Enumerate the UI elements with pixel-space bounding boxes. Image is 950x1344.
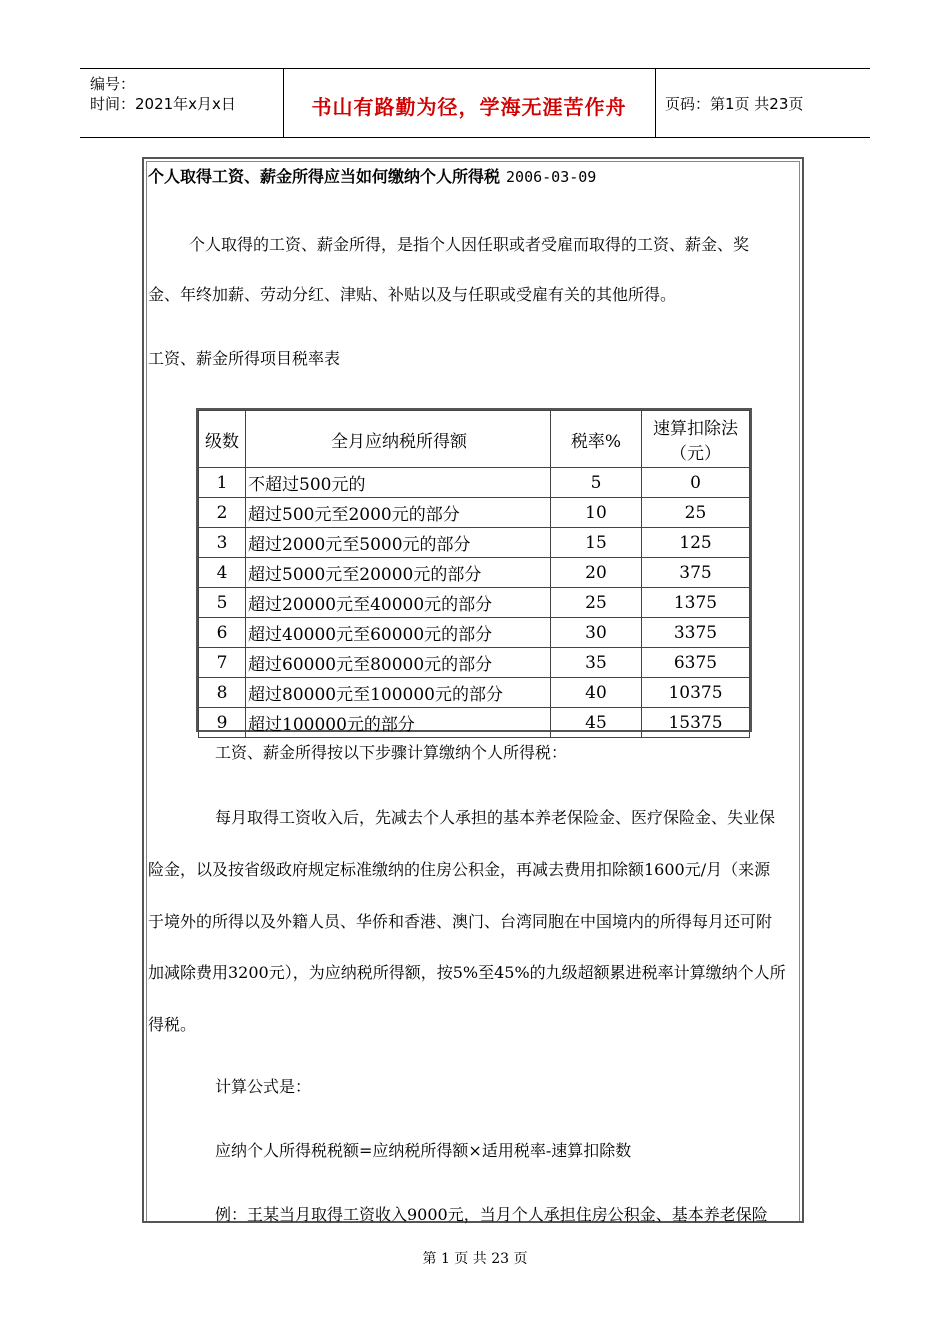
cell-level: 3: [199, 528, 246, 558]
header-page-info: 页码：第1页 共23页: [665, 95, 804, 113]
cell-deduction: 3375: [642, 618, 750, 648]
header-level: 级数: [199, 411, 246, 468]
para2-line5: 得税。: [148, 1015, 197, 1034]
para2-line1: 每月取得工资收入后，先减去个人承担的基本养老保险金、医疗保险金、失业保: [215, 808, 776, 827]
cell-deduction: 375: [642, 558, 750, 588]
table-row: [199, 678, 750, 708]
formula-label: 计算公式是：: [215, 1077, 312, 1096]
cell-range: 超过100000元的部分: [246, 708, 551, 738]
page-header: [80, 68, 870, 138]
para1-line1: 个人取得的工资、薪金所得，是指个人因任职或者受雇而取得的工资、薪金、奖: [189, 235, 750, 254]
header-range: 全月应纳税所得额: [246, 411, 551, 468]
cell-rate: 10: [551, 498, 642, 528]
tax-rate-table: [198, 410, 750, 738]
cell-rate: 30: [551, 618, 642, 648]
header-deduction-line2: （元）: [670, 444, 721, 464]
cell-deduction: 15375: [642, 708, 750, 738]
cell-deduction: 0: [642, 468, 750, 498]
cell-level: 4: [199, 558, 246, 588]
cell-level: 7: [199, 648, 246, 678]
example-line1: 例：王某当月取得工资收入9000元，当月个人承担住房公积金、基本养老保险: [215, 1205, 768, 1224]
table-row: [199, 618, 750, 648]
header-rate: 税率%: [551, 411, 642, 468]
table-row: [199, 498, 750, 528]
cell-rate: 15: [551, 528, 642, 558]
cell-rate: 5: [551, 468, 642, 498]
table-caption: 工资、薪金所得项目税率表: [148, 349, 341, 368]
cell-range: 超过60000元至80000元的部分: [246, 648, 551, 678]
document-number-label: 编号：: [90, 75, 136, 93]
para2-line3: 于境外的所得以及外籍人员、华侨和香港、澳门、台湾同胞在中国境内的所得每月还可附: [148, 912, 773, 931]
cell-rate: 20: [551, 558, 642, 588]
table-header-row: [199, 411, 750, 468]
cell-range: 超过80000元至100000元的部分: [246, 678, 551, 708]
cell-rate: 40: [551, 678, 642, 708]
header-info-cell: [80, 69, 284, 137]
table-row: [199, 528, 750, 558]
header-page-cell: [655, 69, 870, 137]
cell-deduction: 10375: [642, 678, 750, 708]
tax-rate-table-frame: [196, 408, 752, 735]
header-motto: 书山有路勤为径，学海无涯苦作舟: [311, 95, 627, 119]
header-motto-cell: [283, 69, 656, 137]
after-table-text: 工资、薪金所得按以下步骤计算缴纳个人所得税：: [215, 743, 568, 762]
cell-deduction: 1375: [642, 588, 750, 618]
cell-rate: 35: [551, 648, 642, 678]
cell-deduction: 125: [642, 528, 750, 558]
article-title: 个人取得工资、薪金所得应当如何缴纳个人所得税: [148, 167, 501, 186]
header-deduction: [642, 411, 750, 468]
article-date: 2006-03-09: [506, 168, 597, 186]
document-time-label: 时间：2021年x月x日: [90, 95, 236, 113]
formula-text: 应纳个人所得税税额=应纳税所得额×适用税率-速算扣除数: [215, 1141, 632, 1160]
cell-range: 超过2000元至5000元的部分: [246, 528, 551, 558]
cell-rate: 45: [551, 708, 642, 738]
cell-level: 1: [199, 468, 246, 498]
cell-range: 超过40000元至60000元的部分: [246, 618, 551, 648]
cell-range: 超过500元至2000元的部分: [246, 498, 551, 528]
cell-level: 6: [199, 618, 246, 648]
table-row: [199, 708, 750, 738]
table-row: [199, 588, 750, 618]
cell-level: 8: [199, 678, 246, 708]
table-row: [199, 558, 750, 588]
cell-range: 不超过500元的: [246, 468, 551, 498]
page-footer: 第 1 页 共 23 页: [422, 1251, 528, 1267]
para2-line4: 加减除费用3200元），为应纳税所得额，按5%至45%的九级超额累进税率计算缴纳个人所: [148, 963, 786, 982]
cell-range: 超过20000元至40000元的部分: [246, 588, 551, 618]
para1-line2: 金、年终加薪、劳动分红、津贴、补贴以及与任职或受雇有关的其他所得。: [148, 285, 677, 304]
table-row: [199, 648, 750, 678]
cell-range: 超过5000元至20000元的部分: [246, 558, 551, 588]
table-row: [199, 468, 750, 498]
para2-line2: 险金，以及按省级政府规定标准缴纳的住房公积金，再减去费用扣除额1600元/月（来源: [148, 860, 771, 879]
cell-rate: 25: [551, 588, 642, 618]
cell-level: 9: [199, 708, 246, 738]
header-deduction-line1: 速算扣除法: [653, 419, 738, 439]
article-title-line: [148, 164, 596, 187]
cell-level: 5: [199, 588, 246, 618]
cell-level: 2: [199, 498, 246, 528]
cell-deduction: 6375: [642, 648, 750, 678]
cell-deduction: 25: [642, 498, 750, 528]
